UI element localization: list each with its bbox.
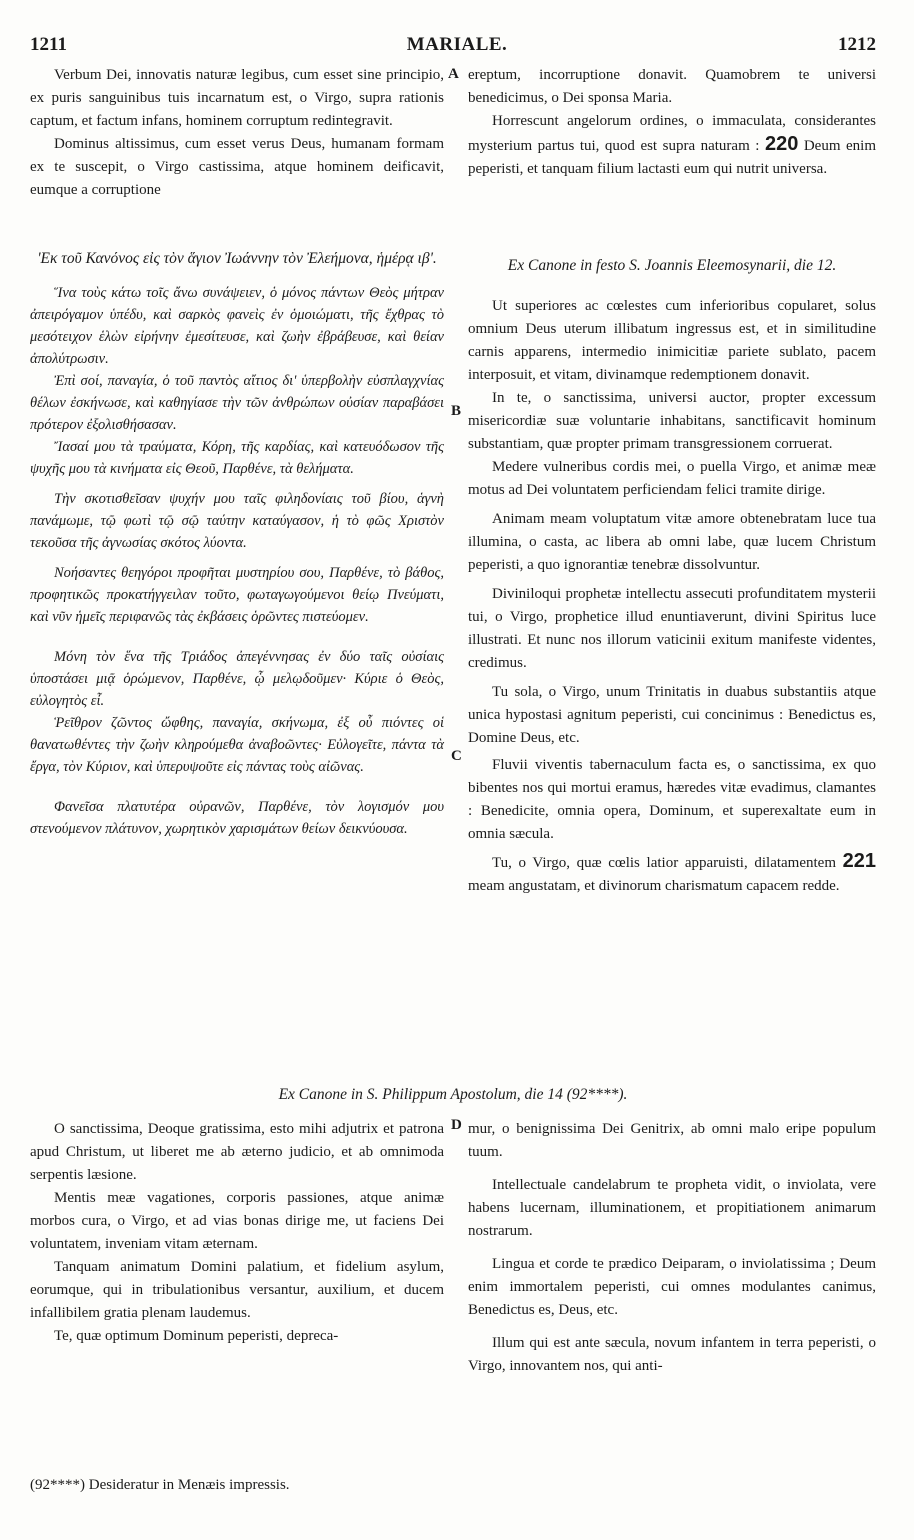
paragraph: Tanquam animatum Domini palatium, et fidelium asylum, eorumque, qui in tribulationibus versantur, auxilium, et ducem infallibilem gratia plenam laudemus.	[30, 1259, 444, 1321]
text-span: meam angustatam, et divinorum charismatum capacem redde.	[468, 878, 840, 894]
latin-paragraph: Ut superiores ac cœlestes cum inferioribus copularet, solus omnium Deus uterum illibatum ingressus est, et in similitudine carnis apparens, intermedio inimicitiæ pariete sublato, pacem interposuit, et vitam, divinamque redemptionem donavit.	[468, 298, 876, 383]
paragraph: Mentis meæ vagationes, corporis passiones, atque animæ morbos cura, o Virgo, et ad vias bonas dirige me, ut faciens Dei voluntatem, inveniam vitam æternam.	[30, 1190, 444, 1252]
page-header	[0, 34, 914, 58]
paragraph: Illum qui est ante sæcula, novum infantem in terra peperisti, o Virgo, innovantem nos, qui anti-	[468, 1335, 876, 1374]
greek-paragraph: Τὴν σκοτισθεῖσαν ψυχήν μου ταῖς φιληδονίαις τοῦ βίου, ἁγνὴ πανάμωμε, τῷ φωτὶ τῷ σῷ ταύτην καταύγασον, ἡ τὸ φῶς Χριστὸν τεκοῦσα τῆς ἀγνωσίας σκότος λύοντα.	[30, 491, 444, 551]
paragraph: Dominus altissimus, cum esset verus Deus, humanam formam ex te suscepit, o Virgo castissima, atque hominem deificavit, eumque a corruptione	[30, 136, 444, 198]
text-span: Tu, o Virgo, quæ cœlis latior apparuisti, dilatamentem	[492, 855, 836, 871]
paragraph: Verbum Dei, innovatis naturæ legibus, cum esset sine principio, ex puris sanguinibus tuis incarnatum est, o Virgo, supra rationis captum, et factum infans, hominem corruptum redintegravit.	[30, 67, 444, 129]
text-span: Deum enim peperisti, et tanquam filium lactasti eum qui nutrit universa.	[468, 138, 877, 177]
section-marker-b: B	[451, 403, 462, 419]
bottom-left-text	[30, 1118, 444, 1348]
latin-paragraph: Tu sola, o Virgo, unum Trinitatis in duabus substantiis atque unica hypostasi agnitum peperisti, cui concinimus : Benedictus es, Domine Deus, etc.	[468, 684, 876, 746]
greek-paragraph: Φανεῖσα πλατυτέρα οὐρανῶν, Παρθένε, τὸν λογισμόν μου στενούμενον πλάτυνον, χωρητικὸν χαρισμάτων θείων δεικνύουσα.	[30, 799, 444, 837]
column-number: 221	[842, 850, 877, 872]
section-marker-c: C	[451, 748, 462, 764]
latin-column	[468, 254, 876, 898]
latin-paragraph: In te, o sanctissima, universi auctor, propter excessum misericordiæ suæ voluntarie inhabitans, sanctificavit hominum substantiam, quæ propter primam transgressionem corruerat.	[468, 390, 876, 452]
greek-paragraph: Ἐπὶ σοί, παναγία, ὁ τοῦ παντὸς αἴτιος δι' ὑπερβολὴν εὐσπλαγχνίας θέλων ἐσκήνωσε, καὶ καθηγίασε τὴν τῶν ἀνθρώπων οὐσίαν παραβάσει πρότερον ἐξολισθήσασαν.	[30, 373, 444, 433]
greek-paragraph: Ῥεῖθρον ζῶντος ὤφθης, παναγία, σκήνωμα, ἐξ οὗ πιόντες οἱ θανατωθέντες τὴν ζωὴν κληρούμεθα ἀναβοῶντες· Εὐλογεῖτε, πάντα τὰ ἔργα, τὸν Κύριον, καὶ ὑπερυψοῦτε εἰς πάντας τοὺς αἰῶνας.	[30, 715, 444, 775]
page-number-left: 1211	[30, 34, 67, 55]
paragraph: ereptum, incorruptione donavit. Quamobrem te universi benedicimus, o Dei sponsa Maria.	[468, 67, 876, 106]
paragraph: Te, quæ optimum Dominum peperisti, depreca-	[54, 1328, 339, 1344]
latin-paragraph: Diviniloqui prophetæ intellectu assecuti profunditatem mysterii tui, o Virgo, prophetice illud enuntiaverunt, divini Spiritus luce illustrati. Et nunc nos illorum vaticinii exitum manifeste videntes, credimus.	[468, 586, 876, 671]
bottom-right-text	[468, 1118, 876, 1378]
latin-paragraph: Fluvii viventis tabernaculum facta es, o sanctissima, ex quo bibentes nos qui mortui eramus, hæredes vitæ evadimus, clamantes : Benedicite, omnia opera, Dominum, et superexaltate eum in omnia sæcula.	[468, 757, 876, 842]
paragraph: Intellectuale candelabrum te propheta vidit, o inviolata, vere habens lucernam, illuminationem, et propitiationem animarum nostrarum.	[468, 1177, 876, 1239]
page-number-right: 1212	[838, 34, 876, 55]
paragraph: Lingua et corde te prædico Deiparam, o inviolatissima ; Deum enim immortalem peperisti, cui omnes modulantes canimus, Benedictus es, Deus, etc.	[468, 1256, 876, 1318]
greek-column	[30, 248, 444, 840]
top-left-text	[30, 64, 444, 202]
latin-paragraph	[468, 850, 876, 898]
section-heading: Ex Canone in S. Philippum Apostolum, die 14 (92****).	[278, 1086, 628, 1103]
latin-paragraph: Animam meam voluptatum vitæ amore obtenebratam luce tua illumina, o casta, ac libera ab omni labe, quæ lucem Christum peperisti, a quo ignorantiæ tenebræ dissolvuntur.	[468, 511, 876, 573]
greek-paragraph: Μόνη τὸν ἕνα τῆς Τριάδος ἀπεγέννησας ἐν δύο ταῖς οὐσίαις ὑποστάσει μιᾷ ὁρώμενον, Παρθένε, ᾧ μελῳδοῦμεν· Κύριε ὁ Θεὸς, εὐλογητὸς εἶ.	[30, 649, 444, 709]
running-title: MARIALE.	[406, 34, 508, 55]
paragraph: mur, o benignissima Dei Genitrix, ab omni malo eripe populum tuum.	[468, 1121, 876, 1160]
column-number: 220	[764, 133, 799, 155]
section-marker-d: D	[451, 1117, 462, 1133]
greek-paragraph: Ἴασαί μου τὰ τραύματα, Κόρη, τῆς καρδίας, καὶ κατευόδωσον τῆς ψυχῆς μου τὰ κινήματα εἰς Θεοῦ, Παρθένε, τὰ θελήματα.	[30, 439, 444, 477]
section-marker-a: A	[448, 66, 459, 82]
top-right-text	[468, 64, 876, 181]
greek-paragraph: Ἵνα τοὺς κάτω τοῖς ἄνω συνάψειεν, ὁ μόνος πάντων Θεὸς μήτραν ἀπειρόγαμον ὑπέδυ, καὶ σαρκὸς φανεὶς ἐν ὁμοιώματι, τῆς ἔχθρας τὸ μεσότειχον ἑλὼν εἰρήνην ἐμεσίτευσε, καὶ ζωὴν ἐβράβευσε, καὶ θείαν ἀπολύτρωσιν.	[30, 285, 444, 367]
text-span: Horrescunt angelorum ordines, o immaculata, considerantes mysterium partus tui, quod est supra naturam :	[468, 113, 876, 154]
latin-heading: Ex Canone in festo S. Joannis Eleemosynarii, die 12.	[507, 257, 837, 274]
paragraph: O sanctissima, Deoque gratissima, esto mihi adjutrix et patrona apud Christum, ut liberet me ab æterno judicio, et ab omnimoda serpentis læsione.	[30, 1121, 444, 1183]
greek-paragraph: Νοήσαντες θεηγόροι προφῆται μυστηρίου σου, Παρθένε, τὸ βάθος, προφητικῶς προκατήγγειλαν τοῦτο, φωταγωγούμενοι θείῳ Πνεύματι, καὶ νῦν ἡμεῖς περιφανῶς τὰς ἐκβάσεις ὁρῶντες πιστεύομεν.	[30, 565, 444, 625]
latin-paragraph: Medere vulneribus cordis mei, o puella Virgo, et animæ meæ motus ad Dei voluntatem perficiendam felici tramite dirige.	[468, 459, 876, 498]
paragraph	[468, 110, 876, 181]
greek-heading: 'Εκ τοῦ Κανόνος εἰς τὸν ἅγιον Ἰωάννην τὸν Ἐλεήμονα, ἡμέρᾳ ιβ'.	[37, 250, 437, 267]
footnote: (92****) Desideratur in Menæis impressis.	[30, 1477, 290, 1493]
